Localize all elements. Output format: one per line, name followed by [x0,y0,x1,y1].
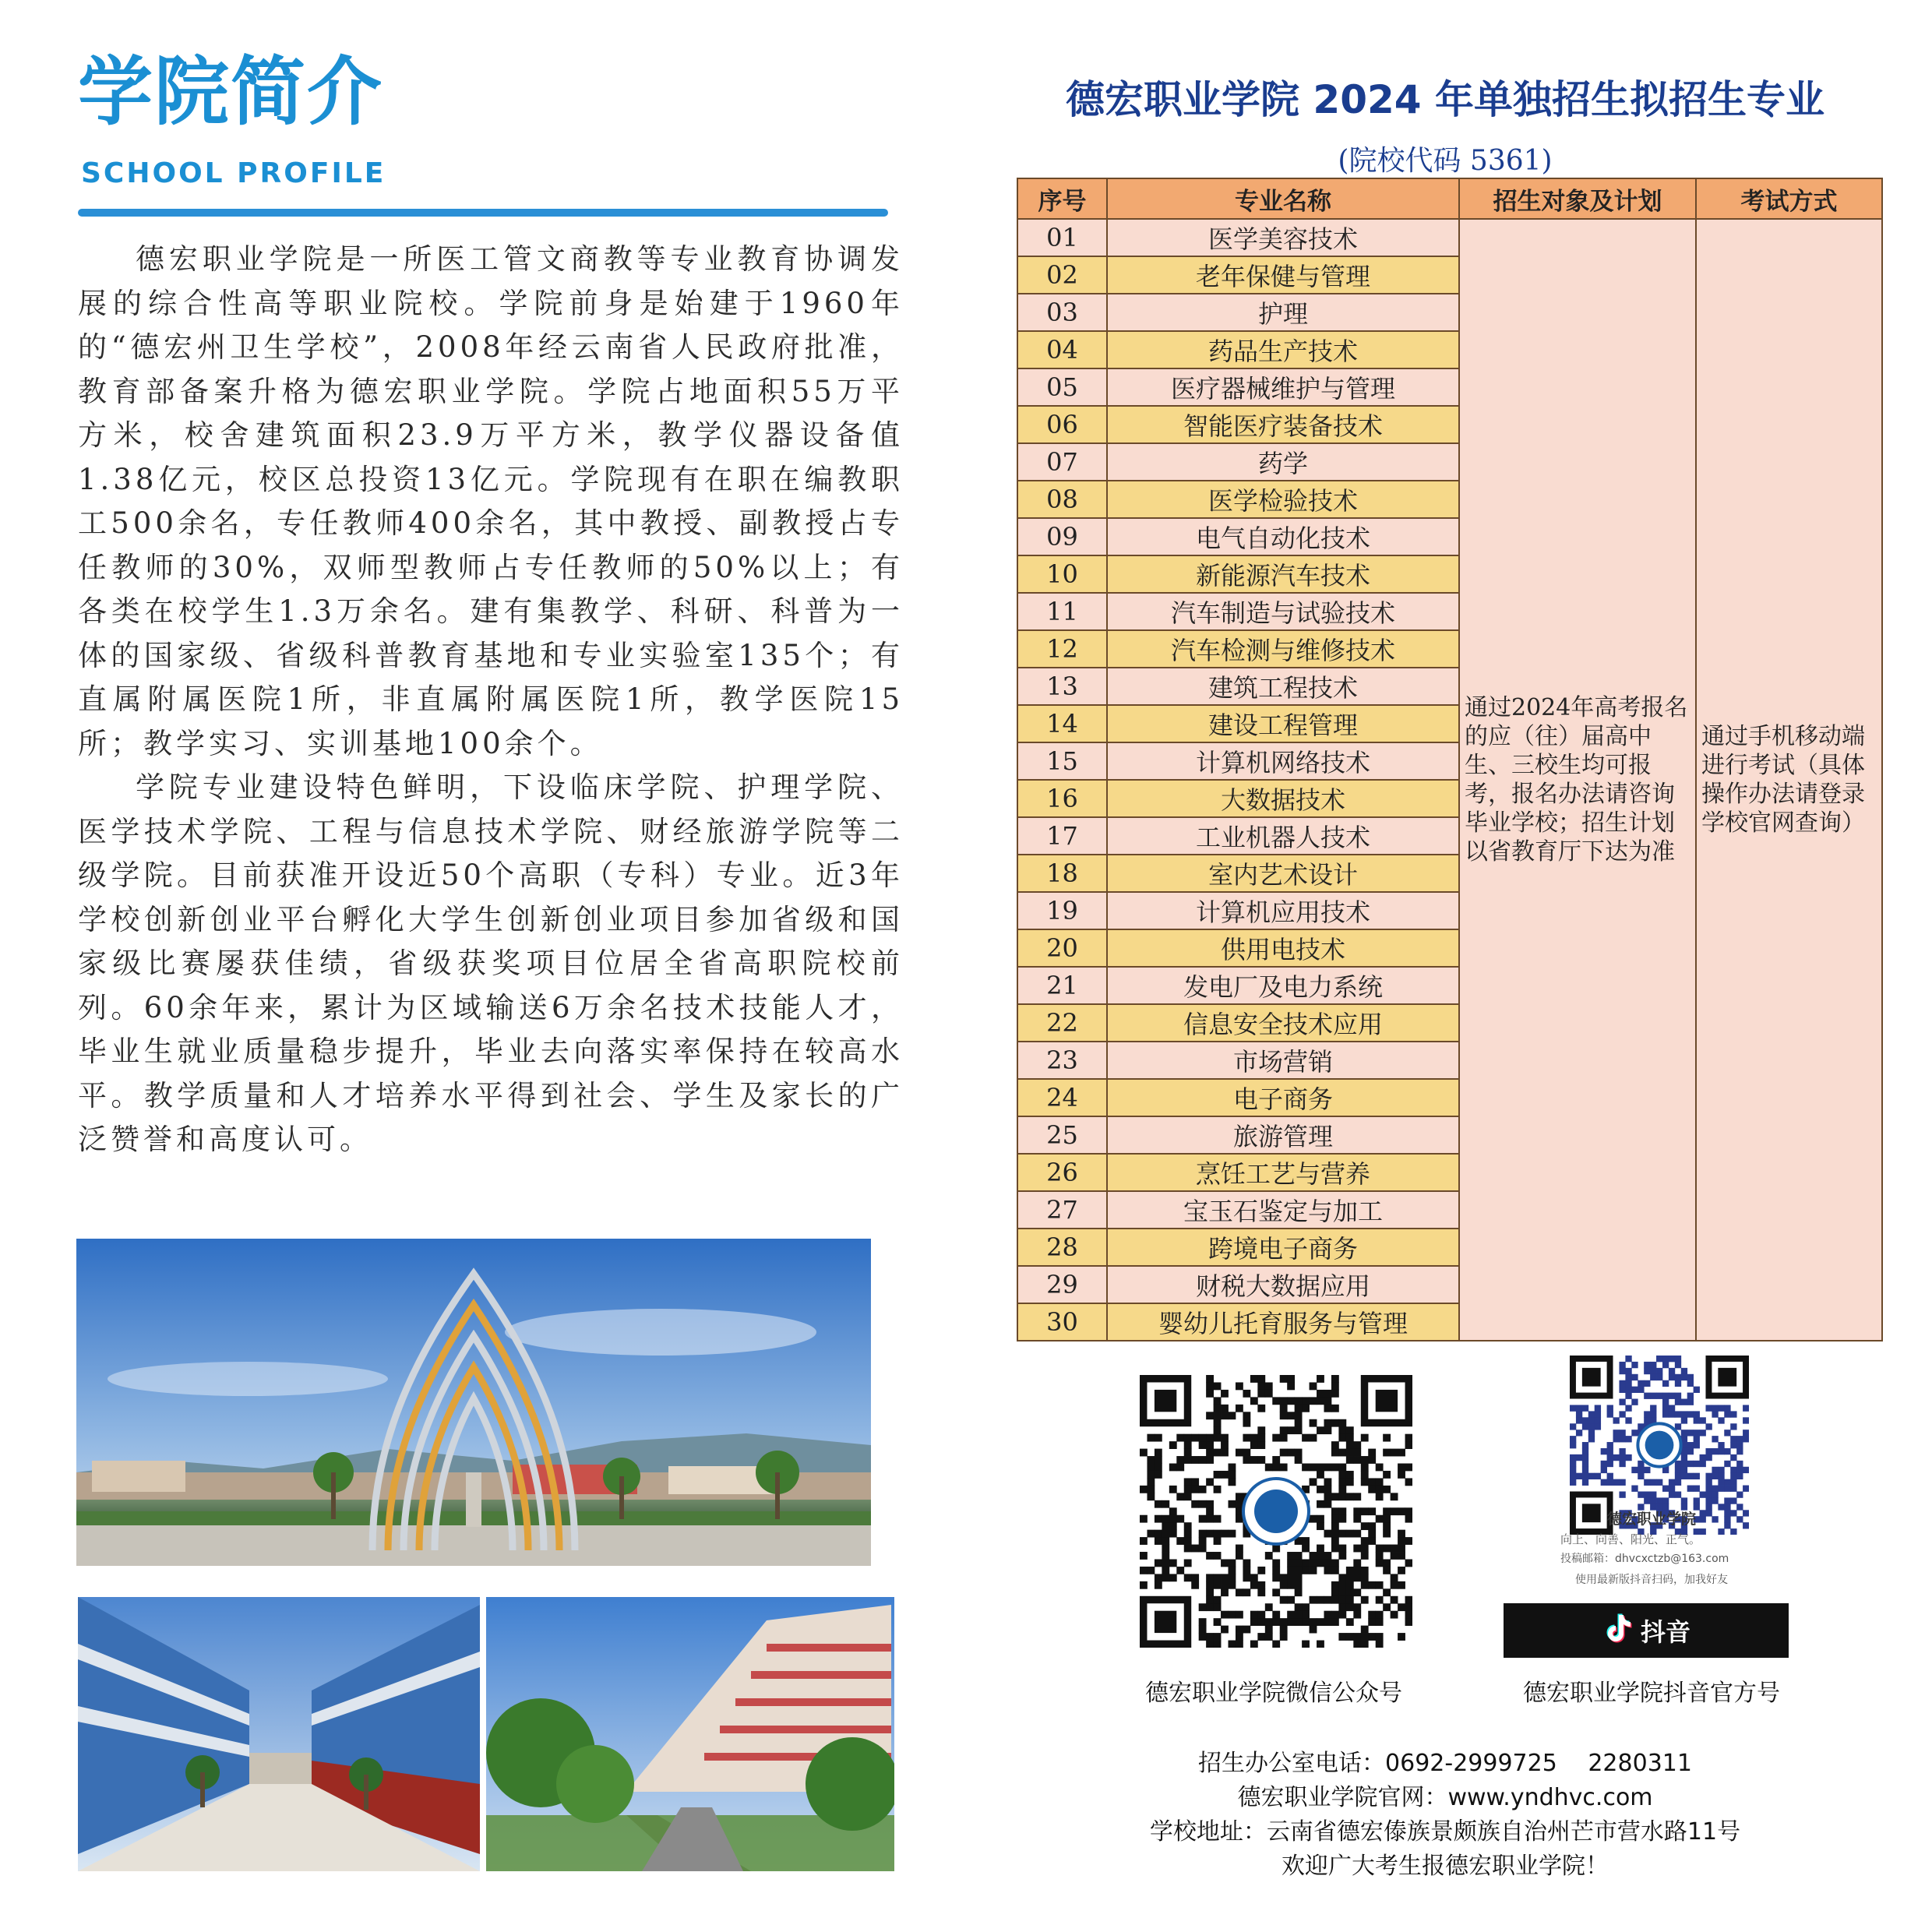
douyin-account-name: 德宏职业学院 [1606,1511,1696,1528]
major-name: 药品生产技术 [1107,331,1459,368]
major-name: 计算机网络技术 [1107,742,1459,780]
contact-address: 学校地址：云南省德宏傣族景颇族自治州芒市营水路11号 [1149,1818,1741,1846]
douyin-motto: 向上、向善、阳光、正气。 [1560,1532,1701,1546]
header-plan: 招生对象及计划 [1459,178,1696,219]
major-name: 财税大数据应用 [1107,1266,1459,1303]
major-name: 汽车检测与维修技术 [1107,630,1459,668]
major-name: 计算机应用技术 [1107,892,1459,929]
major-number: 07 [1017,443,1107,481]
major-number: 15 [1017,742,1107,780]
campus-arch-photo [76,1239,871,1566]
major-number: 20 [1017,929,1107,967]
major-name: 工业机器人技术 [1107,817,1459,855]
contact-website: 德宏职业学院官网：www.yndhvc.com [1237,1784,1653,1811]
douyin-brand-bar [1504,1603,1789,1658]
douyin-brand-label: 抖音 [1640,1617,1690,1647]
major-name: 医学检验技术 [1107,481,1459,518]
major-number: 09 [1017,518,1107,555]
section-subtitle: SCHOOL PROFILE [81,157,386,189]
major-number: 19 [1017,892,1107,929]
major-number: 13 [1017,668,1107,705]
major-number: 12 [1017,630,1107,668]
major-name: 电子商务 [1107,1079,1459,1116]
major-number: 26 [1017,1154,1107,1191]
major-number: 25 [1017,1116,1107,1154]
majors-table [1017,178,1883,1341]
school-code: (院校代码 5361) [1338,145,1553,177]
major-name: 药学 [1107,443,1459,481]
enrollment-plan: 通过2024年高考报名的应（往）届高中生、三校生均可报考，报名办法请咨询毕业学校；招生计划以省教育厅下达为准 [1459,219,1696,1341]
dormitory-photo [486,1597,894,1871]
major-number: 02 [1017,256,1107,294]
admissions-title: 德宏职业学院 2024 年单独招生拟招生专业 [1066,77,1824,122]
major-number: 22 [1017,1004,1107,1042]
douyin-logo-icon [1602,1612,1633,1649]
welcome-message: 欢迎广大考生报德宏职业学院！ [1282,1853,1609,1880]
major-name: 发电厂及电力系统 [1107,967,1459,1004]
major-name: 汽车制造与试验技术 [1107,593,1459,630]
major-number: 06 [1017,406,1107,443]
header-major: 专业名称 [1107,178,1459,219]
major-name: 市场营销 [1107,1042,1459,1079]
intro-text [78,238,904,1162]
major-number: 30 [1017,1303,1107,1341]
major-number: 08 [1017,481,1107,518]
campus-buildings-photo [78,1597,480,1871]
contact-phone: 招生办公室电话：0692-2999725 2280311 [1198,1750,1692,1777]
wechat-qr-code [1140,1375,1412,1648]
major-name: 信息安全技术应用 [1107,1004,1459,1042]
douyin-caption: 德宏职业学院抖音官方号 [1523,1680,1780,1707]
major-number: 29 [1017,1266,1107,1303]
exam-method: 通过手机移动端进行考试（具体操作办法请登录学校官网查询） [1696,219,1882,1341]
section-divider [78,209,888,217]
major-name: 供用电技术 [1107,929,1459,967]
major-number: 24 [1017,1079,1107,1116]
header-exam: 考试方式 [1696,178,1882,219]
major-number: 21 [1017,967,1107,1004]
major-name: 宝玉石鉴定与加工 [1107,1191,1459,1229]
major-number: 05 [1017,368,1107,406]
douyin-email: 投稿邮箱：dhvcxctzb@163.com [1560,1553,1729,1565]
major-name: 电气自动化技术 [1107,518,1459,555]
major-number: 14 [1017,705,1107,742]
major-number: 16 [1017,780,1107,817]
intro-paragraph-2: 学院专业建设特色鲜明，下设临床学院、护理学院、医学技术学院、工程与信息技术学院、财经旅游学院等二级学院。目前获准开设近50个高职（专科）专业。近3年学校创新创业平台孵化大学生创新创业项目参加省级和国家级比赛屡获佳绩，省级获奖项目位居全省高职院校前列。60余年来，累计为区域输送6万余名技术技能人才，毕业生就业质量稳步提升，毕业去向落实率保持在较高水平。教学质量和人才培养水平得到社会、学生及家长的广泛赞誉和高度认可。 [78,770,904,1156]
major-name: 婴幼儿托育服务与管理 [1107,1303,1459,1341]
major-number: 17 [1017,817,1107,855]
major-name: 老年保健与管理 [1107,256,1459,294]
major-number: 04 [1017,331,1107,368]
major-number: 27 [1017,1191,1107,1229]
major-name: 建筑工程技术 [1107,668,1459,705]
major-name: 跨境电子商务 [1107,1229,1459,1266]
major-name: 护理 [1107,294,1459,331]
table-row [1017,219,1882,256]
major-number: 11 [1017,593,1107,630]
major-number: 03 [1017,294,1107,331]
header-number: 序号 [1017,178,1107,219]
intro-paragraph-1: 德宏职业学院是一所医工管文商教等专业教育协调发展的综合性高等职业院校。学院前身是始建于1960年的“德宏州卫生学校”，2008年经云南省人民政府批准，教育部备案升格为德宏职业学院。学院占地面积55万平方米，校舍建筑面积23.9万平方米，教学仪器设备值1.38亿元，校区总投资13亿元。学院现有在职在编教职工500余名，专任教师400余名，其中教授、副教授占专任教师的30%，双师型教师占专任教师的50%以上；有各类在校学生1.3万余名。建有集教学、科研、科普为一体的国家级、省级科普教育基地和专业实验室135个；有直属附属医院1所，非直属附属医院1所，教学医院15所；教学实习、实训基地100余个。 [78,242,904,760]
major-name: 建设工程管理 [1107,705,1459,742]
major-name: 旅游管理 [1107,1116,1459,1154]
major-name: 医学美容技术 [1107,219,1459,256]
major-name: 烹饪工艺与营养 [1107,1154,1459,1191]
douyin-scan-hint: 使用最新版抖音扫码，加我好友 [1575,1574,1728,1586]
major-number: 18 [1017,855,1107,892]
major-name: 新能源汽车技术 [1107,555,1459,593]
major-name: 大数据技术 [1107,780,1459,817]
major-name: 智能医疗装备技术 [1107,406,1459,443]
wechat-caption: 德宏职业学院微信公众号 [1145,1680,1402,1707]
major-number: 01 [1017,219,1107,256]
major-name: 室内艺术设计 [1107,855,1459,892]
major-number: 23 [1017,1042,1107,1079]
major-number: 28 [1017,1229,1107,1266]
table-header-row [1017,178,1882,219]
major-name: 医疗器械维护与管理 [1107,368,1459,406]
major-number: 10 [1017,555,1107,593]
section-title: 学院简介 [78,48,383,136]
